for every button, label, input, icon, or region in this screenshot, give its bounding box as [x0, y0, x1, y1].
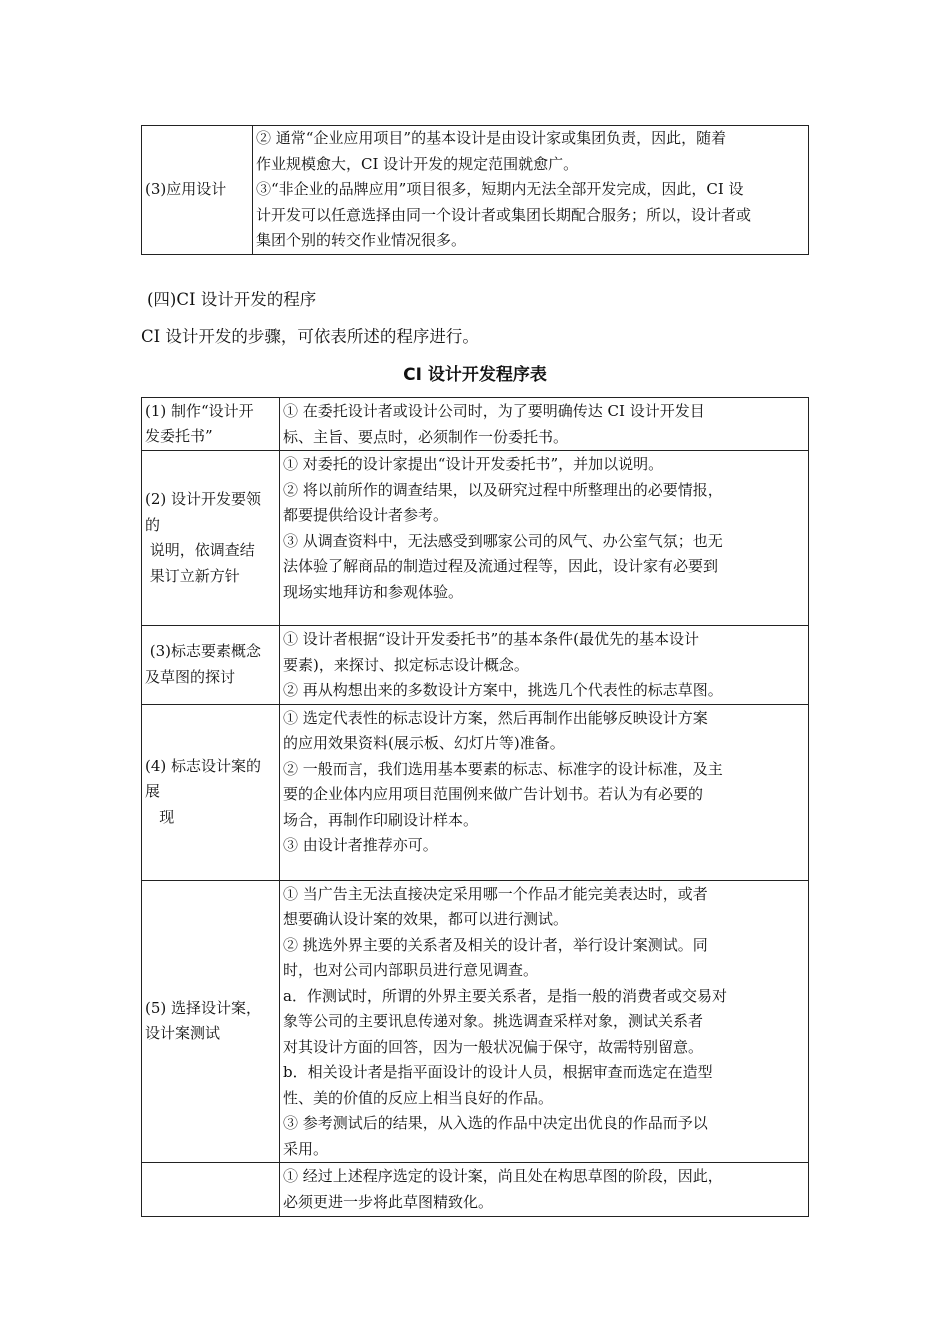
table-row [142, 398, 809, 451]
step-label: (5) 选择设计案， [145, 998, 262, 1017]
content-line: ③ 由设计者推荐亦可。 [283, 836, 438, 854]
content-line: ① 设计者根据“设计开发委托书”的基本条件(最优先的基本设计 [283, 630, 699, 648]
table-row [142, 451, 809, 626]
content-line: ③“非企业的品牌应用”项目很多，短期内无法全部开发完成，因此，CI 设 [256, 180, 744, 198]
step-label-cell [142, 626, 280, 705]
step-content-cell [280, 704, 809, 880]
step-label-cell [142, 704, 280, 880]
content-line: 的应用效果资料(展示板、幻灯片等)准备。 [283, 734, 565, 752]
step-label: 现 [145, 807, 175, 826]
content-line: ① 对委托的设计家提出“设计开发委托书”，并加以说明。 [283, 455, 664, 473]
step-content-cell [280, 398, 809, 451]
step-label: 及草图的探讨 [145, 667, 236, 686]
content-line: ② 通常“企业应用项目”的基本设计是由设计家或集团负责，因此，随着 [256, 129, 727, 147]
step-label: (2) 设计开发要领 [145, 490, 262, 508]
section-intro: CI 设计开发的步骤，可依表所述的程序进行。 [141, 327, 479, 346]
content-line: 要素)，来探讨、拟定标志设计概念。 [283, 655, 529, 674]
step-label: 果订立新方针 [145, 566, 240, 585]
content-line: 集团个别的转交作业情况很多。 [256, 231, 467, 249]
row-label-cell [142, 126, 253, 255]
content-line: ① 当广告主无法直接决定采用哪一个作品才能完美表达时，或者 [283, 884, 708, 903]
content-line: ① 在委托设计者或设计公司时，为了要明确传达 CI 设计开发目 [283, 402, 705, 420]
content-line: 性、美的价值的反应上相当良好的作品。 [283, 1088, 554, 1107]
step-content-cell [280, 880, 809, 1163]
content-line: 时，也对公司内部职员进行意见调查。 [283, 961, 539, 979]
step-label: (4) 标志设计案的 [145, 756, 262, 775]
content-line: 对其设计方面的回答，因为一般状况偏于保守，故需特别留意。 [283, 1037, 704, 1056]
content-line: 计开发可以任意选择由同一个设计者或集团长期配合服务；所以，设计者或 [256, 205, 752, 224]
table-row [142, 126, 809, 255]
step-label: 发委托书” [145, 427, 213, 445]
step-content-cell [280, 626, 809, 705]
content-line: 场合，再制作印刷设计样本。 [283, 810, 479, 829]
procedure-table-body [142, 398, 809, 1217]
content-line: 必须更进一步将此草图精致化。 [283, 1192, 494, 1211]
step-content-cell [280, 451, 809, 626]
procedure-table [141, 397, 809, 1217]
table-row [142, 626, 809, 705]
content-line: ① 经过上述程序选定的设计案，尚且处在构思草图的阶段，因此， [283, 1167, 723, 1185]
section-heading: (四)CI 设计开发的程序 [147, 290, 317, 309]
content-line: b．相关设计者是指平面设计的设计人员，根据审查而选定在造型 [283, 1063, 713, 1081]
content-line: 法体验了解商品的制造过程及流通过程等，因此，设计家有必要到 [283, 557, 719, 575]
content-line: 作业规模愈大，CI 设计开发的规定范围就愈广。 [256, 154, 579, 173]
step-label: (3)标志要素概念 [145, 642, 262, 661]
step-content-cell [280, 1163, 809, 1217]
content-line: ③ 从调查资料中，无法感受到哪家公司的风气、办公室气氛；也无 [283, 531, 723, 550]
content-line: 想要确认设计案的效果，都可以进行测试。 [283, 910, 569, 928]
step-label: 设计案测试 [145, 1024, 221, 1043]
content-line: ③ 参考测试后的结果，从入选的作品中决定出优良的作品而予以 [283, 1114, 708, 1132]
step-label: (1) 制作“设计开 [145, 401, 254, 420]
content-line: 标、主旨、要点时，必须制作一份委托书。 [283, 427, 569, 446]
content-line: 要的企业体内应用项目范围例来做广告计划书。若认为有必要的 [283, 785, 704, 803]
step-label: 的 [145, 515, 161, 534]
step-label-cell [142, 451, 280, 626]
application-design-table [141, 125, 809, 255]
table-row [142, 704, 809, 880]
table-title: CI 设计开发程序表 [403, 365, 547, 385]
content-line: ② 一般而言，我们选用基本要素的标志、标准字的设计标准，及主 [283, 759, 723, 778]
table-row [142, 1163, 809, 1217]
step-label: 展 [145, 782, 161, 801]
content-line: ② 再从构想出来的多数设计方案中，挑选几个代表性的标志草图。 [283, 681, 723, 699]
content-line: ② 将以前所作的调查结果，以及研究过程中所整理出的必要情报， [283, 480, 723, 499]
content-line: 采用。 [283, 1139, 329, 1158]
row-label: (3)应用设计 [145, 180, 227, 199]
row-content-cell [253, 126, 809, 255]
step-label: 说明，依调查结 [145, 541, 255, 559]
step-label-cell [142, 1163, 280, 1217]
content-line: a．作测试时，所谓的外界主要关系者，是指一般的消费者或交易对 [283, 986, 727, 1005]
step-label-cell [142, 880, 280, 1163]
content-line: ① 选定代表性的标志设计方案，然后再制作出能够反映设计方案 [283, 708, 708, 727]
step-label-cell [142, 398, 280, 451]
table-row [142, 880, 809, 1163]
content-line: 都要提供给设计者参考。 [283, 506, 449, 524]
content-line: ② 挑选外界主要的关系者及相关的设计者，举行设计案测试。同 [283, 935, 708, 954]
content-line: 象等公司的主要讯息传递对象。挑选调查采样对象，测试关系者 [283, 1012, 704, 1030]
content-line: 现场实地拜访和参观体验。 [283, 582, 464, 601]
